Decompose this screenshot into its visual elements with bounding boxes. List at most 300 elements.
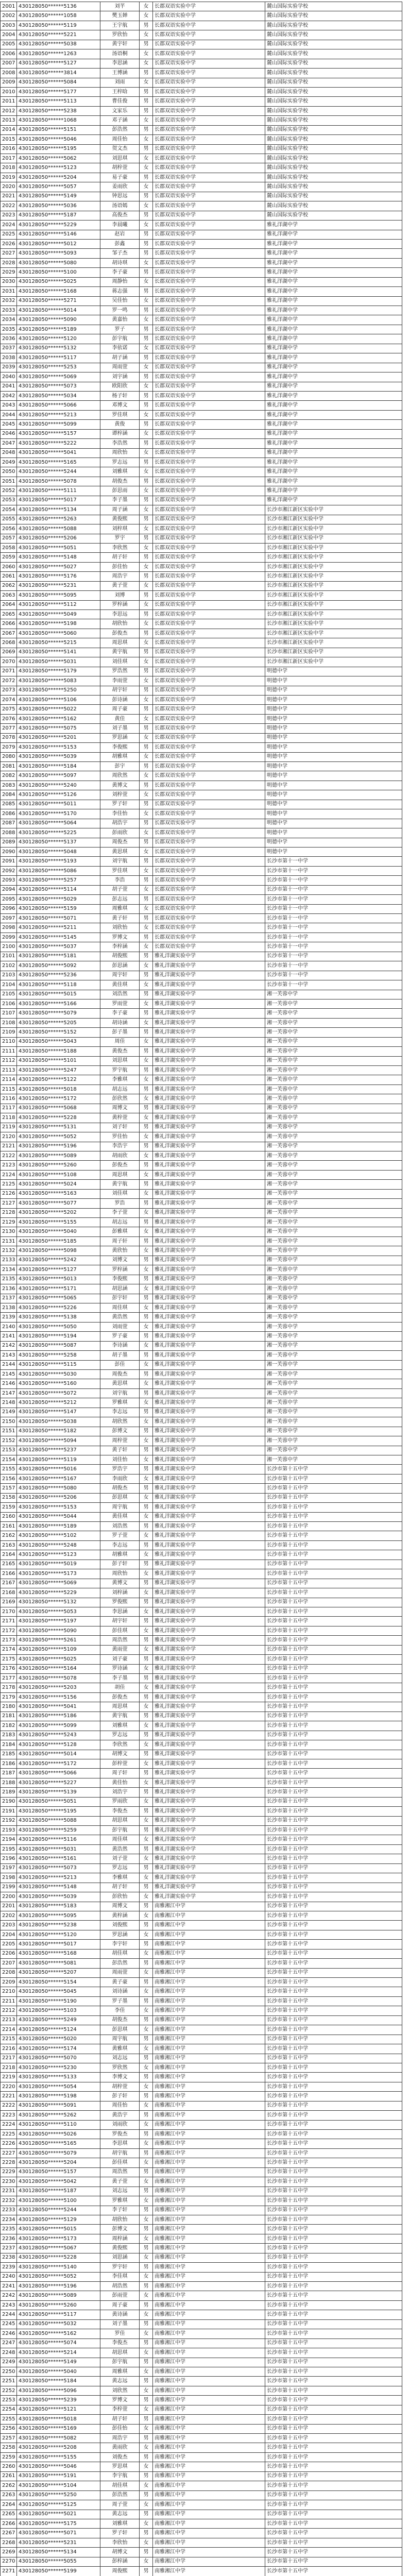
table-row [1, 1740, 402, 1750]
id-number-cell: 430128050******5157 [17, 429, 100, 438]
id-number-cell: 430128050******5065 [17, 1294, 100, 1303]
origin-school-cell: 雅礼洋湖实验中学 [153, 1208, 265, 1217]
origin-school-cell: 长郡双语实验中学 [153, 676, 265, 686]
student-name-cell: 李依诺 [100, 344, 140, 353]
student-name-cell: 李宇航 [100, 2471, 140, 2481]
origin-school-cell: 雅礼洋湖实验中学 [153, 1379, 265, 1388]
assigned-school-cell: 湘一芙蓉中学 [265, 1208, 402, 1217]
assigned-school-cell: 长沙市第十五中学 [265, 2471, 402, 2481]
table-row [1, 1199, 402, 1208]
id-number-cell: 430128050******5185 [17, 1236, 100, 1246]
student-name-cell: 李志远 [100, 1408, 140, 1417]
gender-cell: 男 [140, 515, 153, 524]
student-name-cell: 胡诗琪 [100, 258, 140, 267]
id-number-cell: 430128050******5197 [17, 1617, 100, 1626]
gender-cell: 女 [140, 135, 153, 144]
gender-cell: 女 [140, 1018, 153, 1027]
assigned-school-cell: 湘一芙蓉中学 [265, 1256, 402, 1265]
student-name-cell: 欧阳欣 [100, 382, 140, 391]
gender-cell: 女 [140, 1398, 153, 1408]
row-number-cell: 2199 [1, 1883, 17, 1892]
table-row [1, 1626, 402, 1635]
assigned-school-cell: 长沙市第十五中学 [265, 2434, 402, 2443]
gender-cell: 男 [140, 857, 153, 866]
table-row [1, 505, 402, 515]
assigned-school-cell: 湘一芙蓉中学 [265, 1388, 402, 1398]
gender-cell: 男 [140, 192, 153, 201]
gender-cell: 女 [140, 2253, 153, 2262]
table-row [1, 895, 402, 904]
student-name-cell: 李欣怡 [100, 2538, 140, 2547]
origin-school-cell: 雅礼洋湖实验中学 [153, 1066, 265, 1075]
origin-school-cell: 长郡双语实验中学 [153, 391, 265, 400]
student-name-cell: 黄志远 [100, 2510, 140, 2519]
gender-cell: 男 [140, 2225, 153, 2234]
student-name-cell: 周子轩 [100, 1769, 140, 1778]
table-row [1, 69, 402, 78]
gender-cell: 女 [140, 562, 153, 571]
gender-cell: 女 [140, 59, 153, 68]
origin-school-cell: 长郡双语实验中学 [153, 410, 265, 419]
origin-school-cell: 雅礼洋湖实验中学 [153, 1313, 265, 1322]
id-number-cell: 430128050******5029 [17, 895, 100, 904]
gender-cell: 女 [140, 1835, 153, 1844]
row-number-cell: 2148 [1, 1398, 17, 1408]
origin-school-cell: 南雅湘江中学 [153, 2215, 265, 2224]
table-row [1, 1465, 402, 1474]
id-number-cell: 430128050******5193 [17, 857, 100, 866]
origin-school-cell: 长郡双语实验中学 [153, 448, 265, 457]
student-name-cell: 胡佳琪 [100, 2481, 140, 2490]
table-row [1, 135, 402, 144]
origin-school-cell: 长郡双语实验中学 [153, 334, 265, 344]
id-number-cell: 430128050******5096 [17, 2386, 100, 2395]
origin-school-cell: 长郡双语实验中学 [153, 876, 265, 885]
assigned-school-cell: 雅礼洋湖中学 [265, 268, 402, 277]
table-row [1, 125, 402, 134]
origin-school-cell: 雅礼洋湖实验中学 [153, 1512, 265, 1521]
gender-cell: 女 [140, 2196, 153, 2206]
student-name-cell: 刘宇航 [100, 857, 140, 866]
id-number-cell: 430128050******1058 [17, 11, 100, 21]
student-name-cell: 胡俊杰 [100, 2015, 140, 2025]
assigned-school-cell: 明德中学 [265, 733, 402, 742]
assigned-school-cell: 长沙市第十五中学 [265, 1531, 402, 1540]
id-number-cell: 430128050******5137 [17, 838, 100, 847]
gender-cell: 男 [140, 2548, 153, 2557]
table-row [1, 2490, 402, 2500]
origin-school-cell: 南雅湘江中学 [153, 1968, 265, 1977]
gender-cell: 男 [140, 1617, 153, 1626]
origin-school-cell: 南雅湘江中学 [153, 2500, 265, 2510]
gender-cell: 女 [140, 2557, 153, 2566]
table-row [1, 1294, 402, 1303]
id-number-cell: 430128050******5020 [17, 2035, 100, 2044]
id-number-cell: 430128050******5073 [17, 382, 100, 391]
origin-school-cell: 南雅湘江中学 [153, 2158, 265, 2167]
gender-cell: 女 [140, 1379, 153, 1388]
table-row [1, 809, 402, 819]
table-row [1, 2035, 402, 2044]
table-row [1, 1883, 402, 1892]
origin-school-cell: 雅礼洋湖实验中学 [153, 1769, 265, 1778]
student-name-cell: 罗佳琪 [100, 866, 140, 875]
assigned-school-cell: 长沙市第十五中学 [265, 2044, 402, 2054]
gender-cell: 女 [140, 961, 153, 971]
student-name-cell: 黄博文 [100, 1579, 140, 1588]
gender-cell: 男 [140, 2319, 153, 2329]
table-row [1, 2234, 402, 2243]
origin-school-cell: 雅礼洋湖实验中学 [153, 1778, 265, 1787]
id-number-cell: 430128050******5018 [17, 2415, 100, 2424]
assigned-school-cell: 长沙市第十五中学 [265, 1550, 402, 1560]
table-row [1, 2348, 402, 2358]
table-row [1, 2367, 402, 2376]
table-row [1, 78, 402, 87]
assigned-school-cell: 长沙市第十五中学 [265, 2538, 402, 2547]
origin-school-cell: 长郡双语实验中学 [153, 638, 265, 648]
assigned-school-cell: 长沙市第十五中学 [265, 1617, 402, 1626]
row-number-cell: 2187 [1, 1769, 17, 1778]
student-name-cell: 刘浩然 [100, 1522, 140, 1531]
origin-school-cell: 长郡双语实验中学 [153, 866, 265, 875]
row-number-cell: 2209 [1, 1978, 17, 1987]
table-row [1, 800, 402, 809]
assigned-school-cell: 麓山国际实验学校 [265, 87, 402, 96]
student-name-cell: 彭佳怡 [100, 2424, 140, 2433]
student-name-cell: 赵岩 [100, 230, 140, 239]
origin-school-cell: 雅礼洋湖实验中学 [153, 1731, 265, 1740]
origin-school-cell: 南雅湘江中学 [153, 2092, 265, 2101]
table-row [1, 2481, 402, 2490]
origin-school-cell: 南雅湘江中学 [153, 2263, 265, 2272]
origin-school-cell: 长郡双语实验中学 [153, 154, 265, 163]
row-number-cell: 2191 [1, 1807, 17, 1816]
assigned-school-cell: 湘一芙蓉中学 [265, 1332, 402, 1341]
assigned-school-cell: 湘一芙蓉中学 [265, 1227, 402, 1236]
id-number-cell: 430128050******5196 [17, 2282, 100, 2291]
row-number-cell: 2057 [1, 534, 17, 543]
row-number-cell: 2056 [1, 524, 17, 534]
origin-school-cell: 雅礼洋湖实验中学 [153, 1236, 265, 1246]
row-number-cell: 2200 [1, 1892, 17, 1902]
origin-school-cell: 南雅湘江中学 [153, 2111, 265, 2120]
student-name-cell: 胡子萱 [100, 885, 140, 894]
id-number-cell: 430128050******5167 [17, 1474, 100, 1483]
row-number-cell: 2037 [1, 344, 17, 353]
table-row [1, 1540, 402, 1550]
assigned-school-cell: 明德中学 [265, 676, 402, 686]
table-row [1, 429, 402, 438]
student-name-cell: 黄梓萱 [100, 1113, 140, 1123]
assigned-school-cell: 湘一芙蓉中学 [265, 1189, 402, 1198]
student-name-cell: 周佳琪 [100, 1835, 140, 1844]
table-row [1, 1161, 402, 1170]
id-number-cell: 430128050******5176 [17, 572, 100, 581]
table-row [1, 382, 402, 391]
table-row [1, 1873, 402, 1883]
row-number-cell: 2175 [1, 1655, 17, 1664]
student-name-cell: 彭博文 [100, 1427, 140, 1436]
assigned-school-cell: 长沙市第十五中学 [265, 1978, 402, 1987]
gender-cell: 男 [140, 1731, 153, 1740]
assigned-school-cell: 雅礼洋湖中学 [265, 334, 402, 344]
id-number-cell: 430128050******5257 [17, 876, 100, 885]
assigned-school-cell: 长沙市第十五中学 [265, 2073, 402, 2082]
assigned-school-cell: 湘一芙蓉中学 [265, 1370, 402, 1379]
table-row [1, 2177, 402, 2187]
assigned-school-cell: 长沙市第十五中学 [265, 2272, 402, 2281]
id-number-cell: 430128050******5018 [17, 1084, 100, 1094]
row-number-cell: 2165 [1, 1560, 17, 1569]
gender-cell: 男 [140, 686, 153, 695]
assigned-school-cell: 长沙市第十五中学 [265, 2063, 402, 2072]
assigned-school-cell: 长沙市第十五中学 [265, 2282, 402, 2291]
student-name-cell: 刘佳琪 [100, 657, 140, 667]
gender-cell: 男 [140, 1844, 153, 1854]
table-row [1, 1930, 402, 1939]
gender-cell: 男 [140, 97, 153, 106]
assigned-school-cell: 长沙市第十五中学 [265, 1702, 402, 1711]
assigned-school-cell: 长沙市第十五中学 [265, 2148, 402, 2158]
id-number-cell: 430128050******5165 [17, 2139, 100, 2148]
row-number-cell: 2204 [1, 1930, 17, 1939]
student-name-cell: 周雅琪 [100, 904, 140, 913]
table-row [1, 2443, 402, 2452]
assigned-school-cell: 长沙市第十五中学 [265, 2244, 402, 2253]
table-row [1, 230, 402, 239]
student-name-cell: 罗博文 [100, 2396, 140, 2405]
row-number-cell: 2149 [1, 1408, 17, 1417]
gender-cell: 女 [140, 30, 153, 40]
assigned-school-cell: 雅礼洋湖中学 [265, 363, 402, 372]
row-number-cell: 2098 [1, 923, 17, 933]
origin-school-cell: 南雅湘江中学 [153, 2272, 265, 2281]
assigned-school-cell: 长沙市第十五中学 [265, 2111, 402, 2120]
student-name-cell: 罗俊熙 [100, 1598, 140, 1607]
id-number-cell: 430128050******5066 [17, 1769, 100, 1778]
student-name-cell: 李浩然 [100, 439, 140, 448]
id-number-cell: 430128050******5132 [17, 1598, 100, 1607]
table-row [1, 11, 402, 21]
id-number-cell: 430128050******5032 [17, 2319, 100, 2329]
assigned-school-cell: 湘一芙蓉中学 [265, 1151, 402, 1160]
row-number-cell: 2028 [1, 258, 17, 267]
gender-cell: 男 [140, 1674, 153, 1683]
student-name-cell: 彭志远 [100, 895, 140, 904]
origin-school-cell: 长郡双语实验中学 [153, 467, 265, 477]
gender-cell: 女 [140, 382, 153, 391]
gender-cell: 女 [140, 1227, 153, 1236]
origin-school-cell: 雅礼洋湖实验中学 [153, 1180, 265, 1189]
table-row [1, 401, 402, 410]
table-row [1, 819, 402, 828]
assigned-school-cell: 明德中学 [265, 724, 402, 733]
row-number-cell: 2205 [1, 1940, 17, 1949]
id-number-cell: 430128050******5116 [17, 1835, 100, 1844]
id-number-cell: 430128050******5228 [17, 2253, 100, 2262]
student-name-cell: 彭欣然 [100, 1094, 140, 1104]
origin-school-cell: 长郡双语实验中学 [153, 885, 265, 894]
id-number-cell: 430128050******1068 [17, 116, 100, 125]
id-number-cell: 430128050******5086 [17, 866, 100, 875]
id-number-cell: 430128050******5187 [17, 2187, 100, 2196]
student-name-cell: 黄子豪 [100, 1978, 140, 1987]
table-row [1, 1170, 402, 1179]
row-number-cell: 2052 [1, 486, 17, 496]
student-name-cell: 胡宇轩 [100, 686, 140, 695]
student-name-cell: 胡浩宇 [100, 819, 140, 828]
assigned-school-cell: 长沙市第十五中学 [265, 1807, 402, 1816]
gender-cell: 男 [140, 391, 153, 400]
origin-school-cell: 南雅湘江中学 [153, 2443, 265, 2452]
row-number-cell: 2146 [1, 1379, 17, 1388]
row-number-cell: 2160 [1, 1512, 17, 1521]
origin-school-cell: 南雅湘江中学 [153, 1959, 265, 1968]
table-row [1, 477, 402, 486]
gender-cell: 男 [140, 1408, 153, 1417]
id-number-cell: 430128050******5100 [17, 268, 100, 277]
table-row [1, 2300, 402, 2310]
row-number-cell: 2110 [1, 1037, 17, 1046]
origin-school-cell: 雅礼洋湖实验中学 [153, 1645, 265, 1654]
table-row [1, 572, 402, 581]
student-name-cell: 胡子涵 [100, 353, 140, 363]
id-number-cell: 430128050******5172 [17, 1759, 100, 1768]
origin-school-cell: 雅礼洋湖实验中学 [153, 999, 265, 1008]
origin-school-cell: 雅礼洋湖实验中学 [153, 1123, 265, 1132]
origin-school-cell: 雅礼洋湖实验中学 [153, 1683, 265, 1692]
student-name-cell: 黄佳 [100, 714, 140, 723]
row-number-cell: 2020 [1, 182, 17, 192]
row-number-cell: 2183 [1, 1731, 17, 1740]
assigned-school-cell: 长沙市湘江新区实验中学 [265, 562, 402, 571]
assigned-school-cell: 长沙市第十五中学 [265, 2405, 402, 2414]
assigned-school-cell: 长沙市第十五中学 [265, 1692, 402, 1702]
row-number-cell: 2070 [1, 657, 17, 667]
row-number-cell: 2093 [1, 876, 17, 885]
row-number-cell: 2039 [1, 363, 17, 372]
table-row [1, 372, 402, 382]
origin-school-cell: 雅礼洋湖实验中学 [153, 1711, 265, 1721]
assigned-school-cell: 长沙市第十五中学 [265, 2015, 402, 2025]
row-number-cell: 2153 [1, 1446, 17, 1455]
assigned-school-cell: 长沙市第十五中学 [265, 2130, 402, 2139]
gender-cell: 女 [140, 1550, 153, 1560]
assigned-school-cell: 长沙市第十五中学 [265, 2206, 402, 2215]
student-name-cell: 黄宇轩 [100, 40, 140, 49]
origin-school-cell: 南雅湘江中学 [153, 2177, 265, 2187]
gender-cell: 男 [140, 1863, 153, 1873]
row-number-cell: 2067 [1, 629, 17, 638]
student-name-cell: 刘雨萱 [100, 1322, 140, 1331]
origin-school-cell: 长郡双语实验中学 [153, 21, 265, 30]
origin-school-cell: 长郡双语实验中学 [153, 306, 265, 315]
id-number-cell: 430128050******5055 [17, 2557, 100, 2566]
gender-cell: 男 [140, 1123, 153, 1132]
origin-school-cell: 雅礼洋湖实验中学 [153, 1303, 265, 1312]
student-name-cell: 罗子豪 [100, 1332, 140, 1341]
student-name-cell: 刘俊杰 [100, 2452, 140, 2462]
id-number-cell: 430128050******5013 [17, 1275, 100, 1284]
assigned-school-cell: 湘一芙蓉中学 [265, 1398, 402, 1408]
gender-cell: 女 [140, 2139, 153, 2148]
origin-school-cell: 雅礼洋湖实验中学 [153, 1797, 265, 1806]
assigned-school-cell: 长沙市湘江新区实验中学 [265, 648, 402, 657]
table-row [1, 1388, 402, 1398]
origin-school-cell: 雅礼洋湖实验中学 [153, 1370, 265, 1379]
gender-cell: 女 [140, 2443, 153, 2452]
id-number-cell: 430128050******5093 [17, 249, 100, 258]
table-row [1, 1522, 402, 1531]
table-row [1, 1446, 402, 1455]
student-name-cell: 彭雨欣 [100, 828, 140, 838]
gender-cell: 女 [140, 1208, 153, 1217]
gender-cell: 女 [140, 2158, 153, 2167]
origin-school-cell: 长郡双语实验中学 [153, 657, 265, 667]
row-number-cell: 2061 [1, 572, 17, 581]
table-row [1, 1797, 402, 1806]
row-number-cell: 2221 [1, 2092, 17, 2101]
gender-cell: 男 [140, 553, 153, 562]
origin-school-cell: 长郡双语实验中学 [153, 857, 265, 866]
assigned-school-cell: 长沙市第十五中学 [265, 2035, 402, 2044]
student-name-cell: 罗思涵 [100, 733, 140, 742]
gender-cell: 男 [140, 1978, 153, 1987]
id-number-cell: 430128050******5205 [17, 1018, 100, 1027]
origin-school-cell: 雅礼洋湖实验中学 [153, 1503, 265, 1512]
gender-cell: 女 [140, 980, 153, 990]
gender-cell: 女 [140, 904, 153, 913]
table-row [1, 857, 402, 866]
student-name-cell: 周雨萱 [100, 363, 140, 372]
id-number-cell: 430128050******5038 [17, 1417, 100, 1427]
row-number-cell: 2071 [1, 667, 17, 676]
assigned-school-cell: 雅礼洋湖中学 [265, 315, 402, 325]
gender-cell: 女 [140, 1265, 153, 1275]
table-row [1, 268, 402, 277]
student-name-cell: 周子豪 [100, 705, 140, 714]
origin-school-cell: 长郡双语实验中学 [153, 572, 265, 581]
id-number-cell: 430128050******5183 [17, 1902, 100, 1911]
table-row [1, 515, 402, 524]
row-number-cell: 2078 [1, 733, 17, 742]
origin-school-cell: 雅礼洋湖实验中学 [153, 1427, 265, 1436]
student-name-cell: 李志远 [100, 1540, 140, 1550]
gender-cell: 男 [140, 1484, 153, 1493]
origin-school-cell: 雅礼洋湖实验中学 [153, 1170, 265, 1179]
row-number-cell: 2249 [1, 2358, 17, 2367]
id-number-cell: 430128050******5014 [17, 306, 100, 315]
gender-cell: 男 [140, 2206, 153, 2215]
row-number-cell: 2253 [1, 2396, 17, 2405]
assigned-school-cell: 长沙市第十五中学 [265, 1750, 402, 1759]
origin-school-cell: 雅礼洋湖实验中学 [153, 1664, 265, 1673]
student-name-cell: 黄佳怡 [100, 1778, 140, 1787]
row-number-cell: 2025 [1, 230, 17, 239]
assigned-school-cell: 长沙市第十五中学 [265, 2120, 402, 2129]
student-name-cell: 罗雨萱 [100, 999, 140, 1008]
origin-school-cell: 南雅湘江中学 [153, 2225, 265, 2234]
id-number-cell: 430128050******5231 [17, 581, 100, 590]
origin-school-cell: 南雅湘江中学 [153, 2481, 265, 2490]
id-number-cell: 430128050******5115 [17, 1360, 100, 1369]
table-row [1, 2044, 402, 2054]
gender-cell: 男 [140, 2415, 153, 2424]
id-number-cell: 430128050******5145 [17, 933, 100, 942]
row-number-cell: 2108 [1, 1018, 17, 1027]
student-name-cell: 胡梓萱 [100, 163, 140, 173]
